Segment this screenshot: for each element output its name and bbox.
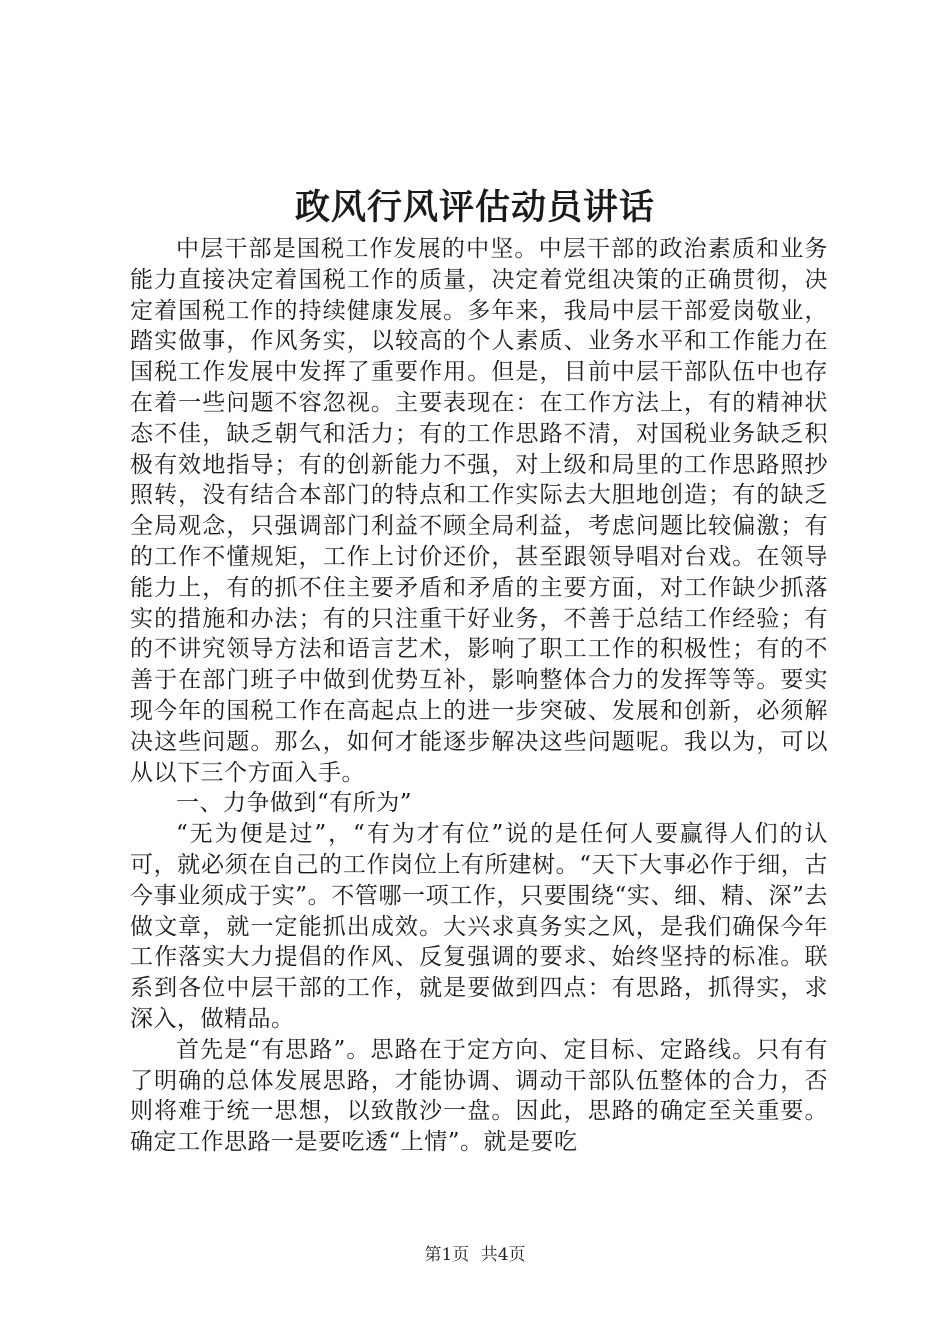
paragraph-section-1: “无为便是过”，“有为才有位”说的是任何人要赢得人们的认可，就必须在自己的工作岗位上有所建树。“天下大事必作于细，古今事业须成于实”。不管哪一项工作，只要围绕“实、细、精、深”去做文章，就一定能抓出成效。大兴求真务实之风，是我们确保今年工作落实大力提倡的作风、反复强调的要求、始终坚持的标准。联系到各位中层干部的工作，就是要做到四点：有思路，抓得实，求深入，做精品。 — [130, 821, 828, 1032]
document-body — [130, 234, 828, 1158]
paragraph-first-point: 首先是“有思路”。思路在于定方向、定目标、定路线。只有有了明确的总体发展思路，才能协调、调动干部队伍整体的合力，否则将难于统一思想，以致散沙一盘。因此，思路的确定至关重要。确定工作思路一是要吃透“上情”。就是要吃 — [130, 1036, 828, 1156]
paragraph-intro: 中层干部是国税工作发展的中坚。中层干部的政治素质和业务能力直接决定着国税工作的质量，决定着党组决策的正确贯彻，决定着国税工作的持续健康发展。多年来，我局中层干部爱岗敬业，踏实做事，作风务实，以较高的个人素质、业务水平和工作能力在国税工作发展中发挥了重要作用。但是，目前中层干部队伍中也存在着一些问题不容忽视。主要表现在：在工作方法上，有的精神状态不佳，缺乏朝气和活力；有的工作思路不清，对国税业务缺乏积极有效地指导；有的创新能力不强，对上级和局里的工作思路照抄照转，没有结合本部门的特点和工作实际去大胆地创造；有的缺乏全局观念，只强调部门利益不顾全局利益，考虑问题比较偏激；有的工作不懂规矩，工作上讨价还价，甚至跟领导唱对台戏。在领导能力上，有的抓不住主要矛盾和矛盾的主要方面，对工作缺少抓落实的措施和办法；有的只注重干好业务，不善于总结工作经验；有的不讲究领导方法和语言艺术，影响了职工工作的积极性；有的不善于在部门班子中做到优势互补，影响整体合力的发挥等等。要实现今年的国税工作在高起点上的进一步突破、发展和创新，必须解决这些问题。那么，如何才能逐步解决这些问题呢。我以为，可以从以下三个方面入手。 — [130, 236, 828, 786]
page-number-total: 共4页 — [480, 1245, 526, 1265]
section-heading-1: 一、力争做到“有所为” — [176, 790, 413, 817]
document-title: 政风行风评估动员讲话 — [294, 187, 655, 228]
page-number-current: 第1页 — [424, 1245, 470, 1265]
page-footer — [0, 1243, 950, 1267]
